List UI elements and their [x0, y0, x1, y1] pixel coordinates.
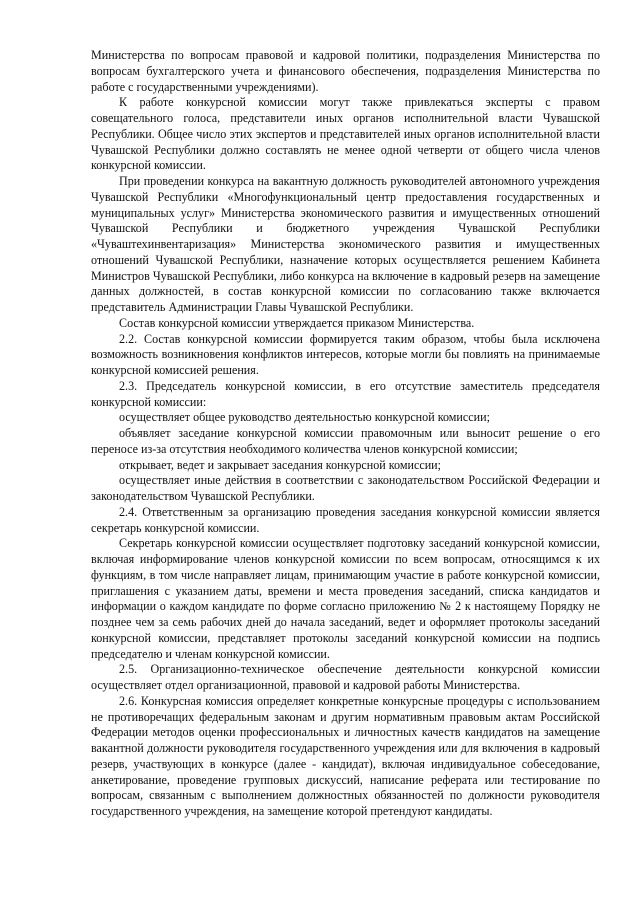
paragraph-12: Секретарь конкурсной комиссии осуществляет подготовку заседаний конкурсной комиссии, включая информирование членов конкурсной комиссии по всем вопросам, относящимся к их функциям, в том числе направляет лицам, принимающим участие в работе конкурсной комиссии, приглашения с указанием даты, времени и места проведения заседаний, списка кандидатов и информации о каждом кандидате по форме согласно приложению № 2 к настоящему Порядку не позднее чем за семь рабочих дней до начала заседаний, ведет и оформляет протоколы заседаний конкурсной комиссии, представляет протоколы заседаний конкурсной комиссии на подпись председателю и членам конкурсной комиссии. — [91, 536, 600, 661]
paragraph-10: осуществляет иные действия в соответствии с законодательством Российской Федерации и законодательством Чувашской Республики. — [91, 473, 600, 503]
paragraph-9: открывает, ведет и закрывает заседания конкурсной комиссии; — [119, 457, 442, 472]
paragraph-11: 2.4. Ответственным за организацию проведения заседания конкурсной комиссии является секретарь конкурсной комиссии. — [91, 504, 600, 535]
paragraph-8: объявляет заседание конкурсной комиссии правомочным или выносит решение о его переносе из-за отсутствия необходимого количества членов конкурсной комиссии; — [91, 426, 600, 456]
paragraph-6: 2.3. Председатель конкурсной комиссии, в его отсутствие заместитель председателя конкурсной комиссии: — [91, 378, 600, 409]
paragraph-3: При проведении конкурса на вакантную должность руководителей автономного учреждения Чувашской Республики «Многофункциональный центр предоставления государственных и муниципальных услуг» Министерства экономического развития и имущественных отношений Чувашской Республики и бюджетного учреждения Чувашской Республики «Чуваштехинвентаризация» Министерства экономического развития и имущественных отношений Чувашской Республики, назначение которых осуществляется решением Кабинета Министров Чувашской Республики, либо конкурса на включение в кадровый резерв на замещение данных должностей, в состав конкурсной комиссии по согласованию также включается представитель Администрации Главы Чувашской Республики. — [91, 174, 600, 314]
paragraph-13: 2.5. Организационно-техническое обеспечение деятельности конкурсной комиссии осуществляет отдел организационной, правовой и кадровой работы Министерства. — [91, 662, 600, 692]
paragraph-1: Министерства по вопросам правовой и кадровой политики, подразделения Министерства по вопросам бухгалтерского учета и финансового обеспечения, подразделения Министерства по работе с государственными учреждениями). — [91, 48, 600, 94]
paragraph-14: 2.6. Конкурсная комиссия определяет конкретные конкурсные процедуры с использованием не противоречащих федеральным законам и другим нормативным правовым актам Российской Федерации методов оценки профессиональных и личностных качеств кандидатов на замещение вакантной должности руководителя государственного учреждения или для включения в кадровый резерв, участвующих в конкурсе (далее - кандидат), включая индивидуальное собеседование, анкетирование, проведение групповых дискуссий, написание реферата или тестирование по вопросам, связанным с выполнением должностных обязанностей по должности руководителя государственного учреждения, на замещение которой претендуют кандидаты. — [91, 693, 600, 818]
paragraph-7: осуществляет общее руководство деятельностью конкурсной комиссии; — [119, 410, 490, 425]
paragraph-4: Состав конкурсной комиссии утверждается приказом Министерства. — [119, 315, 475, 330]
paragraph-5: 2.2. Состав конкурсной комиссии формируется таким образом, чтобы была исключена возможность возникновения конфликтов интересов, которые могли бы повлиять на принимаемые конкурсной комиссией решения. — [91, 331, 600, 377]
paragraph-2: К работе конкурсной комиссии могут также привлекаться эксперты с правом совещательного голоса, представители иных органов исполнительной власти Чувашской Республики. Общее число этих экспертов и представителей иных органов исполнительной власти Чувашской Республики должно составлять не менее одной четверти от общего числа членов конкурсной комиссии. — [91, 95, 600, 173]
